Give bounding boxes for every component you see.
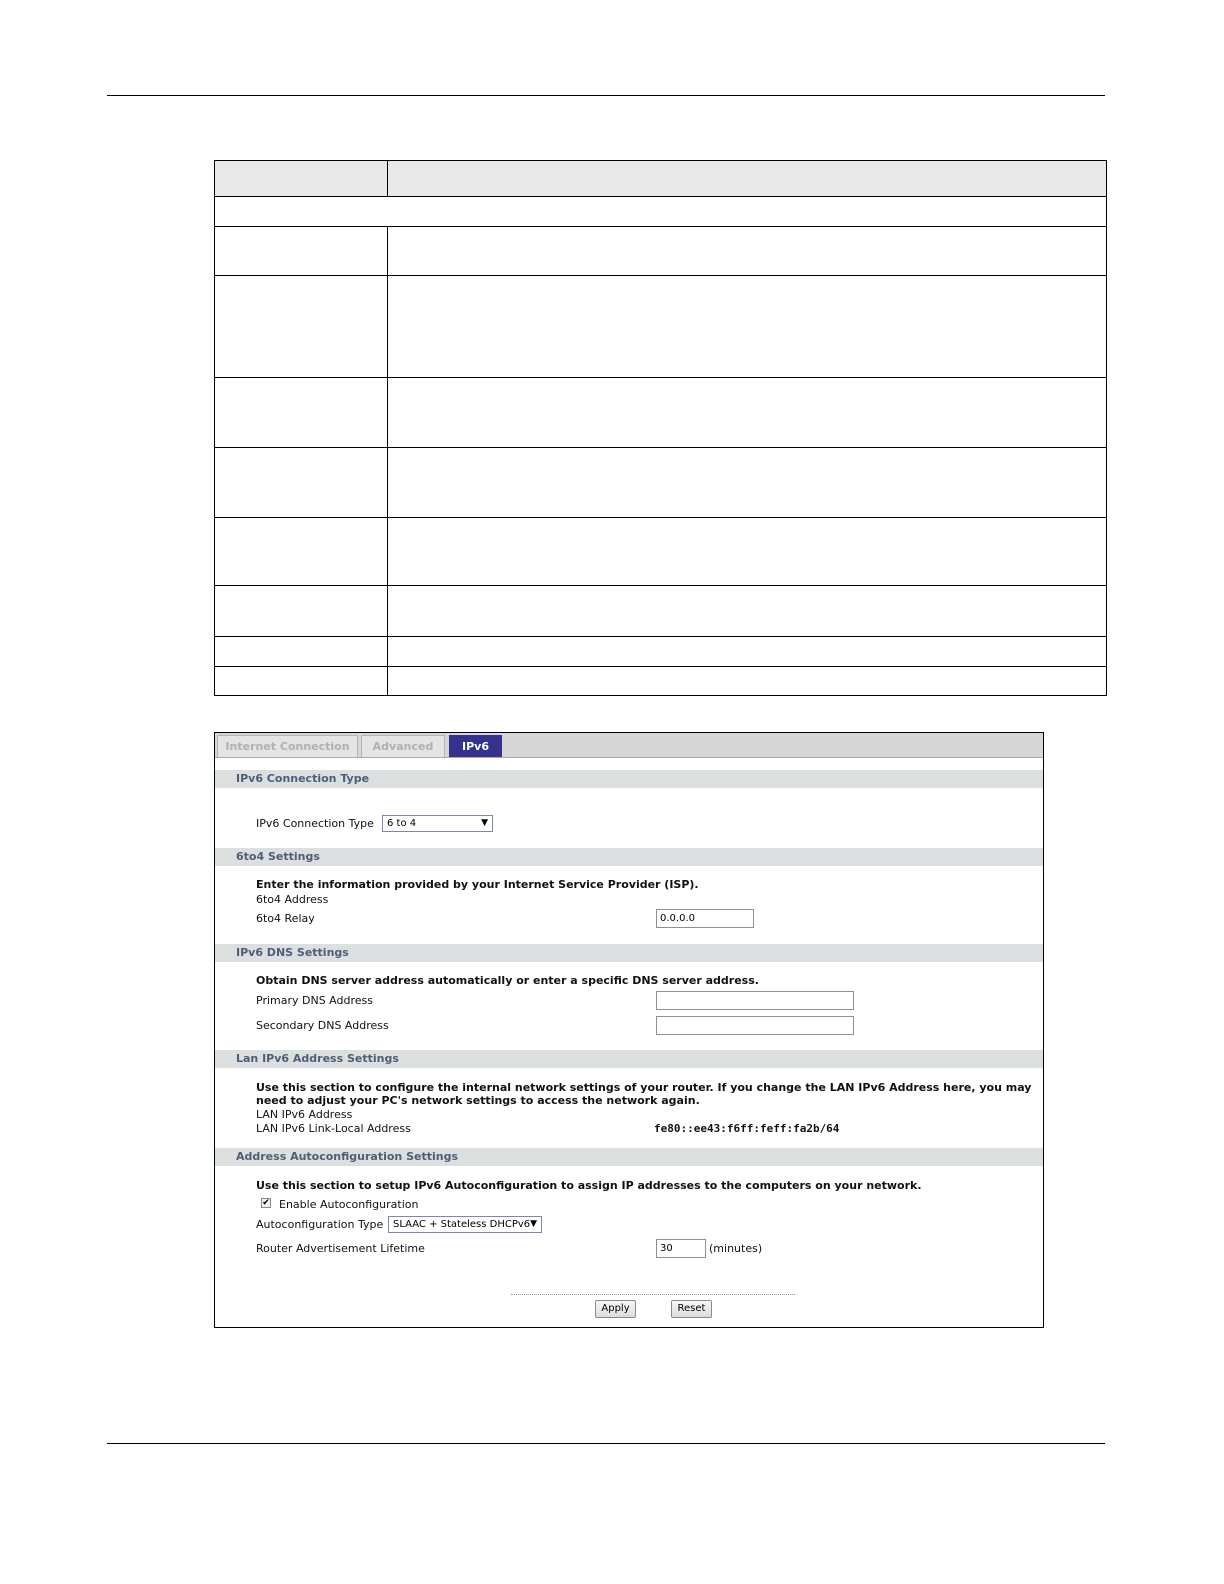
table-cell: [215, 448, 388, 518]
lan-link-local-value: fe80::ee43:f6ff:feff:fa2b/64: [654, 1122, 840, 1135]
tab-advanced[interactable]: Advanced: [361, 735, 445, 757]
connection-type-value: 6 to 4: [387, 818, 417, 829]
button-divider: [511, 1294, 795, 1295]
ra-lifetime-label: Router Advertisement Lifetime: [256, 1242, 425, 1255]
table-cell: [215, 276, 388, 378]
table-cell: [215, 586, 388, 637]
apply-button[interactable]: Apply: [595, 1300, 636, 1318]
autoconf-type-value: SLAAC + Stateless DHCPv6: [393, 1219, 531, 1230]
section-header-autoconfiguration: Address Autoconfiguration Settings: [215, 1148, 1043, 1166]
table-cell: [215, 378, 388, 448]
reset-button[interactable]: Reset: [671, 1300, 712, 1318]
secondary-dns-label: Secondary DNS Address: [256, 1019, 389, 1032]
autoconf-type-select[interactable]: [388, 1216, 542, 1233]
table-cell: [388, 378, 1107, 448]
connection-type-select[interactable]: [382, 815, 493, 832]
ra-lifetime-unit: (minutes): [709, 1242, 763, 1255]
section-header-lan-ipv6: Lan IPv6 Address Settings: [215, 1050, 1043, 1068]
table-cell: [388, 586, 1107, 637]
lan-intro-line2: need to adjust your PC's network settings to access the network again.: [256, 1094, 700, 1107]
table-row: [215, 637, 1107, 667]
table-row: [215, 378, 1107, 448]
table-cell: [215, 161, 388, 197]
table-cell: [215, 667, 388, 696]
section-header-connection-type: IPv6 Connection Type: [215, 770, 1043, 788]
6to4-address-label: 6to4 Address: [256, 893, 329, 906]
table-cell: [388, 227, 1107, 276]
table-cell: [388, 276, 1107, 378]
secondary-dns-input[interactable]: [656, 1016, 854, 1035]
chevron-down-icon: ▼: [481, 818, 488, 828]
ra-lifetime-input[interactable]: [656, 1239, 706, 1258]
bottom-rule: [107, 1443, 1105, 1444]
autoconf-type-label: Autoconfiguration Type: [256, 1218, 384, 1231]
tab-internet-connection[interactable]: Internet Connection: [217, 735, 358, 757]
enable-autoconfiguration-checkbox[interactable]: ✔: [262, 1198, 270, 1208]
enable-autoconfiguration-label: Enable Autoconfiguration: [279, 1198, 419, 1211]
section-header-6to4: 6to4 Settings: [215, 848, 1043, 866]
top-rule: [107, 95, 1105, 96]
table-cell: [215, 637, 388, 667]
table-cell: [388, 637, 1107, 667]
dns-intro-text: Obtain DNS server address automatically or enter a specific DNS server address.: [256, 974, 759, 987]
table-cell: [388, 518, 1107, 586]
table-cell: [215, 197, 1107, 227]
table-row: [215, 518, 1107, 586]
connection-type-label: IPv6 Connection Type: [256, 817, 374, 830]
table-cell: [388, 161, 1107, 197]
autoconf-intro-text: Use this section to setup IPv6 Autoconfiguration to assign IP addresses to the computers on your network.: [256, 1179, 922, 1192]
table-cell: [215, 227, 388, 276]
tab-ipv6[interactable]: IPv6: [449, 735, 502, 757]
lan-link-local-label: LAN IPv6 Link-Local Address: [256, 1122, 411, 1135]
lan-ipv6-address-label: LAN IPv6 Address: [256, 1108, 353, 1121]
primary-dns-label: Primary DNS Address: [256, 994, 373, 1007]
table-row: [215, 197, 1107, 227]
lan-intro-line1: Use this section to configure the internal network settings of your router. If you change the LAN IPv6 Address here, you may: [256, 1081, 1032, 1094]
table-row: [215, 586, 1107, 637]
table-row: [215, 227, 1107, 276]
table-row: [215, 448, 1107, 518]
6to4-relay-label: 6to4 Relay: [256, 912, 315, 925]
tab-bar: [215, 733, 1043, 758]
6to4-intro-text: Enter the information provided by your Internet Service Provider (ISP).: [256, 878, 699, 891]
table-cell: [215, 518, 388, 586]
section-header-dns: IPv6 DNS Settings: [215, 944, 1043, 962]
table-row: [215, 667, 1107, 696]
ipv6-settings-panel: [214, 732, 1044, 1328]
table-cell: [388, 667, 1107, 696]
chevron-down-icon: ▼: [530, 1219, 537, 1229]
table-header-row: [215, 161, 1107, 197]
table-cell: [388, 448, 1107, 518]
table-row: [215, 276, 1107, 378]
primary-dns-input[interactable]: [656, 991, 854, 1010]
6to4-relay-input[interactable]: [656, 909, 754, 928]
document-table: [214, 160, 1107, 696]
